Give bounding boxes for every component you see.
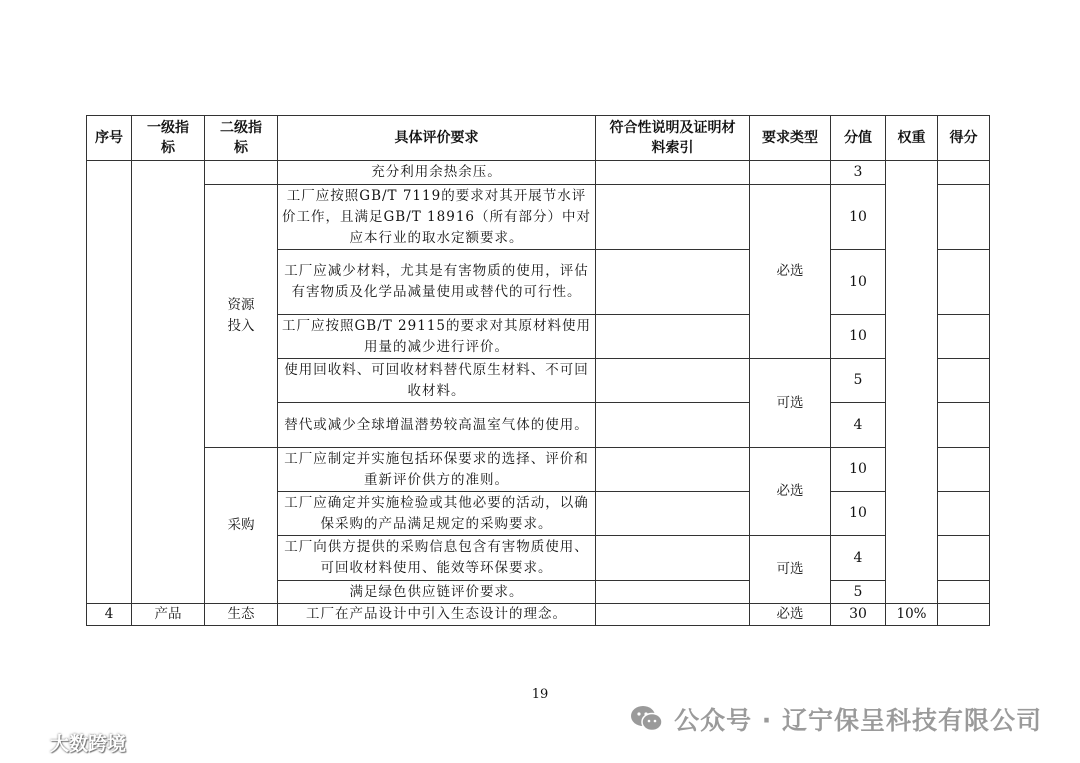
result-cell	[938, 315, 990, 359]
score-cell: 10	[831, 448, 886, 492]
level2-cell: 生态	[205, 604, 278, 626]
result-cell	[938, 185, 990, 250]
score-cell: 5	[831, 359, 886, 403]
requirement-cell: 工厂应按照GB/T 7119的要求对其开展节水评价工作，且满足GB/T 18916（所有部分）中对应本行业的取水定额要求。	[278, 185, 596, 250]
table-row	[87, 448, 990, 492]
result-cell	[938, 359, 990, 403]
level2-procurement: 采购	[205, 448, 278, 604]
score-cell: 5	[831, 581, 886, 604]
wechat-icon	[630, 704, 664, 734]
score-cell: 4	[831, 403, 886, 448]
evidence-cell	[596, 403, 750, 448]
page-number: 19	[531, 687, 549, 702]
requirement-cell: 工厂应制定并实施包括环保要求的选择、评价和重新评价供方的准则。	[278, 448, 596, 492]
result-cell	[938, 536, 990, 581]
requirement-cell: 工厂在产品设计中引入生态设计的理念。	[278, 604, 596, 626]
requirement-cell: 工厂应确定并实施检验或其他必要的活动，以确保采购的产品满足规定的采购要求。	[278, 492, 596, 536]
result-cell	[938, 492, 990, 536]
score-cell: 10	[831, 250, 886, 315]
result-cell	[938, 250, 990, 315]
score-cell: 10	[831, 185, 886, 250]
level1-cell: 产品	[132, 604, 205, 626]
result-cell	[938, 604, 990, 626]
result-cell	[938, 403, 990, 448]
header-type: 要求类型	[750, 116, 831, 161]
watermark-left-text: 大数跨境	[50, 732, 127, 755]
requirement-cell: 工厂向供方提供的采购信息包含有害物质使用、可回收材料使用、能效等环保要求。	[278, 536, 596, 581]
evidence-cell	[596, 185, 750, 250]
score-cell: 30	[831, 604, 886, 626]
wechat-watermark	[630, 703, 1042, 735]
type-cell	[750, 161, 831, 185]
score-cell: 4	[831, 536, 886, 581]
type-required: 必选	[750, 185, 831, 359]
result-cell	[938, 161, 990, 185]
header-score: 分值	[831, 116, 886, 161]
score-cell: 10	[831, 492, 886, 536]
result-cell	[938, 448, 990, 492]
requirement-cell: 替代或减少全球增温潜势较高温室气体的使用。	[278, 403, 596, 448]
requirement-cell: 工厂应按照GB/T 29115的要求对其原材料使用用量的减少进行评价。	[278, 315, 596, 359]
weight-cell	[886, 161, 938, 604]
evidence-cell	[596, 492, 750, 536]
header-evidence: 符合性说明及证明材 料索引	[596, 116, 750, 161]
header-requirement: 具体评价要求	[278, 116, 596, 161]
table-row	[87, 161, 990, 185]
header-weight: 权重	[886, 116, 938, 161]
type-required: 必选	[750, 448, 831, 536]
evidence-cell	[596, 536, 750, 581]
type-optional: 可选	[750, 359, 831, 448]
level2-resource-input: 资源 投入	[205, 185, 278, 448]
score-cell: 10	[831, 315, 886, 359]
header-result: 得分	[938, 116, 990, 161]
watermark-right-text: 公众号 · 辽宁保呈科技有限公司	[674, 706, 1042, 735]
evidence-cell	[596, 161, 750, 185]
seq-cell	[87, 161, 132, 604]
requirement-cell: 充分利用余热余压。	[278, 161, 596, 185]
evidence-cell	[596, 250, 750, 315]
score-cell: 3	[831, 161, 886, 185]
header-level1: 一级指 标	[132, 116, 205, 161]
type-optional: 可选	[750, 536, 831, 604]
header-level2: 二级指 标	[205, 116, 278, 161]
level1-cell	[132, 161, 205, 604]
table-row	[87, 604, 990, 626]
evidence-cell	[596, 448, 750, 492]
evidence-cell	[596, 315, 750, 359]
header-row	[87, 116, 990, 161]
result-cell	[938, 581, 990, 604]
evidence-cell	[596, 604, 750, 626]
level2-cell	[205, 161, 278, 185]
requirement-cell: 满足绿色供应链评价要求。	[278, 581, 596, 604]
requirement-cell: 使用回收料、可回收材料替代原生材料、不可回收材料。	[278, 359, 596, 403]
evidence-cell	[596, 581, 750, 604]
header-seq: 序号	[87, 116, 132, 161]
seq-cell: 4	[87, 604, 132, 626]
type-cell: 必选	[750, 604, 831, 626]
requirement-cell: 工厂应减少材料，尤其是有害物质的使用，评估有害物质及化学品减量使用或替代的可行性。	[278, 250, 596, 315]
table-row	[87, 185, 990, 250]
brand-watermark	[10, 728, 126, 756]
evaluation-table	[86, 115, 990, 626]
evidence-cell	[596, 359, 750, 403]
chat-bubble-icon	[10, 730, 44, 754]
weight-cell: 10%	[886, 604, 938, 626]
